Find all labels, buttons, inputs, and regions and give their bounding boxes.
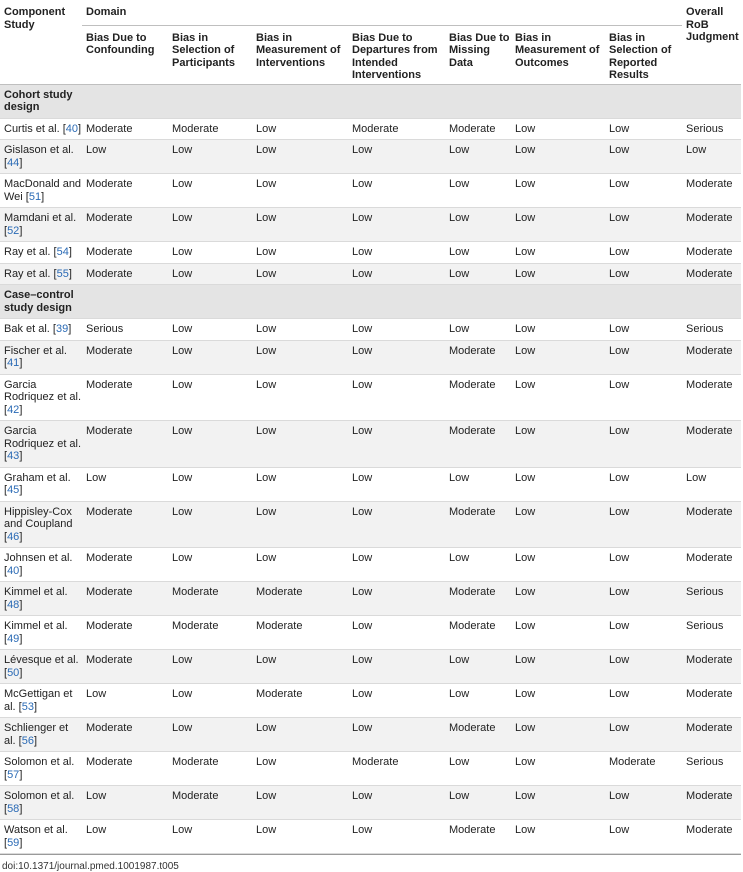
- domain-rating-cell: Low: [609, 178, 630, 190]
- domain-rating-cell: Low: [86, 824, 107, 836]
- domain-rating-cell: Low: [86, 790, 107, 802]
- section-title: Case–control study design: [4, 289, 74, 314]
- overall-rob-cell: Moderate: [686, 688, 733, 700]
- domain-rating-cell: Low: [256, 212, 277, 224]
- domain-rating-cell: Low: [449, 212, 470, 224]
- study-name: Garcia Rodriquez et al.: [4, 425, 82, 450]
- domain-rating-cell: Low: [172, 178, 193, 190]
- study-cell: Fischer et al. [41]: [4, 344, 67, 369]
- reference-link[interactable]: 43: [7, 450, 20, 462]
- domain-rating-cell: Moderate: [86, 756, 133, 768]
- domain-rating-cell: Moderate: [449, 722, 496, 734]
- domain-rating-cell: Low: [86, 144, 107, 156]
- study-cell: Graham et al. [45]: [4, 471, 71, 496]
- overall-rob-cell: Moderate: [686, 344, 733, 357]
- study-cell: Mamdani et al. [52]: [4, 212, 77, 237]
- domain-rating-cell: Low: [256, 471, 277, 484]
- reference-link[interactable]: 45: [7, 484, 20, 496]
- table-body: [0, 84, 741, 854]
- domain-rating-cell: Moderate: [86, 178, 133, 190]
- reference-link[interactable]: 49: [7, 632, 20, 645]
- domain-rating-cell: Low: [172, 688, 193, 700]
- table-row: [0, 718, 741, 752]
- table-row: [0, 752, 741, 786]
- table-row: [0, 467, 741, 501]
- domain-rating-cell: Low: [352, 505, 373, 518]
- domain-rating-cell: Low: [609, 378, 630, 391]
- domain-rating-cell: Low: [609, 654, 630, 666]
- study-cell: Schlienger et al. [56]: [4, 722, 69, 747]
- domain-rating-cell: Moderate: [352, 122, 399, 135]
- study-name: Schlienger et al.: [4, 722, 69, 747]
- domain-rating-cell: Moderate: [449, 344, 496, 357]
- section-title: Cohort study design: [4, 88, 73, 113]
- domain-rating-cell: Low: [515, 378, 536, 391]
- domain-rating-cell: Low: [609, 824, 630, 836]
- domain-rating-cell: Moderate: [609, 756, 656, 768]
- domain-rating-cell: Low: [609, 212, 630, 224]
- overall-rob-cell: Moderate: [686, 425, 733, 437]
- table-row: [0, 421, 741, 468]
- domain-rating-cell: Low: [515, 122, 536, 135]
- domain-rating-cell: Low: [449, 688, 470, 700]
- header-domain-col: Bias in Measurement of Interventions: [256, 31, 341, 69]
- table-row: [0, 616, 741, 650]
- domain-rating-cell: Moderate: [172, 620, 219, 632]
- domain-rating-cell: Moderate: [256, 586, 303, 598]
- reference-link[interactable]: 51: [28, 190, 42, 203]
- overall-rob-cell: Moderate: [686, 267, 733, 280]
- domain-rating-cell: Low: [515, 246, 536, 258]
- section-filler-cell: [682, 285, 741, 319]
- domain-rating-cell: Low: [609, 552, 630, 564]
- domain-rating-cell: Moderate: [86, 122, 133, 135]
- domain-rating-cell: Low: [352, 790, 373, 802]
- domain-rating-cell: Low: [256, 790, 277, 802]
- domain-rating-cell: Low: [256, 505, 277, 518]
- domain-rating-cell: Low: [515, 824, 536, 836]
- study-name: Ray et al.: [4, 246, 51, 258]
- domain-rating-cell: Low: [515, 756, 536, 768]
- study-name: Lévesque et al.: [4, 654, 79, 666]
- domain-rating-cell: Low: [352, 425, 373, 437]
- header-domain-col: Bias in Selection of Participants: [172, 31, 235, 69]
- table-row: [0, 650, 741, 684]
- study-cell: Johnsen et al. [40]: [4, 552, 73, 577]
- domain-rating-cell: Low: [449, 323, 470, 335]
- domain-rating-cell: Low: [352, 688, 373, 700]
- domain-rating-cell: Low: [172, 552, 193, 564]
- domain-rating-cell: Moderate: [172, 756, 219, 768]
- domain-rating-cell: Low: [172, 425, 193, 437]
- domain-rating-cell: Low: [515, 505, 536, 518]
- domain-rating-cell: Low: [352, 586, 373, 598]
- domain-rating-cell: Low: [609, 344, 630, 357]
- section-filler-cell: [605, 84, 682, 118]
- header-domain-col: Bias Due to Departures from Intended Interventions: [352, 31, 438, 81]
- doi-caption: doi:10.1371/journal.pmed.1001987.t005: [2, 861, 179, 872]
- reference-link[interactable]: 48: [7, 598, 20, 611]
- study-cell: Bak et al. [39]: [4, 323, 72, 335]
- reference-link[interactable]: 53: [21, 700, 34, 713]
- domain-rating-cell: Low: [352, 824, 373, 836]
- domain-rating-cell: Low: [256, 344, 277, 357]
- overall-rob-cell: Serious: [686, 620, 724, 632]
- section-header-row: [0, 285, 741, 319]
- study-cell: Garcia Rodriquez et al. [43]: [4, 425, 82, 462]
- section-filler-cell: [168, 285, 252, 319]
- overall-rob-cell: Serious: [686, 756, 724, 768]
- domain-rating-cell: Low: [515, 722, 536, 734]
- study-cell: Kimmel et al. [49]: [4, 620, 68, 645]
- section-filler-cell: [511, 84, 605, 118]
- domain-rating-cell: Low: [609, 620, 630, 632]
- domain-rating-cell: Low: [609, 586, 630, 598]
- study-name: Watson et al.: [4, 824, 68, 836]
- domain-rating-cell: Moderate: [86, 378, 133, 391]
- study-name: Fischer et al.: [4, 344, 67, 357]
- header-domain-col: Bias Due to Confounding: [86, 31, 155, 56]
- section-header-row: [0, 84, 741, 118]
- section-filler-cell: [252, 84, 348, 118]
- section-filler-cell: [252, 285, 348, 319]
- domain-rating-cell: Low: [515, 344, 536, 357]
- domain-rating-cell: Moderate: [86, 505, 133, 518]
- domain-rating-cell: Low: [256, 178, 277, 190]
- table-header: [0, 0, 741, 84]
- domain-rating-cell: Low: [256, 323, 277, 335]
- domain-rating-cell: Low: [515, 471, 536, 484]
- domain-rating-cell: Low: [515, 654, 536, 666]
- domain-rating-cell: Low: [256, 654, 277, 666]
- domain-rating-cell: Low: [449, 178, 470, 190]
- table-row: [0, 242, 741, 264]
- domain-rating-cell: Low: [449, 756, 470, 768]
- table-row: [0, 582, 741, 616]
- domain-rating-cell: Low: [256, 756, 277, 768]
- domain-rating-cell: Moderate: [86, 344, 133, 357]
- reference-link[interactable]: 40: [7, 564, 20, 577]
- domain-rating-cell: Low: [449, 471, 470, 484]
- domain-rating-cell: Moderate: [449, 586, 496, 598]
- domain-rating-cell: Low: [609, 246, 630, 258]
- reference-link[interactable]: 42: [7, 403, 20, 416]
- table-row: [0, 374, 741, 421]
- domain-rating-cell: Low: [172, 212, 193, 224]
- overall-rob-cell: Moderate: [686, 378, 733, 391]
- table-row: [0, 174, 741, 208]
- reference-link[interactable]: 54: [56, 246, 69, 258]
- domain-rating-cell: Low: [86, 688, 107, 700]
- table-row: [0, 684, 741, 718]
- domain-rating-cell: Low: [609, 144, 630, 156]
- domain-rating-cell: Low: [515, 144, 536, 156]
- study-cell: Garcia Rodriquez et al. [42]: [4, 378, 82, 416]
- domain-rating-cell: Low: [172, 722, 193, 734]
- header-domain-col: Bias in Measurement of Outcomes: [515, 31, 600, 69]
- study-name: Ray et al.: [4, 267, 51, 280]
- overall-rob-cell: Moderate: [686, 790, 733, 802]
- domain-rating-cell: Low: [172, 824, 193, 836]
- domain-rating-cell: Low: [172, 246, 193, 258]
- domain-rating-cell: Low: [515, 178, 536, 190]
- overall-rob-cell: Low: [686, 144, 707, 156]
- domain-rating-cell: Low: [172, 267, 193, 280]
- table-row: [0, 263, 741, 285]
- study-name: Garcia Rodriquez et al.: [4, 378, 82, 403]
- domain-rating-cell: Low: [256, 378, 277, 391]
- overall-rob-cell: Low: [686, 471, 707, 484]
- domain-rating-cell: Low: [256, 425, 277, 437]
- domain-rating-cell: Moderate: [449, 505, 496, 518]
- domain-rating-cell: Low: [256, 722, 277, 734]
- study-cell: Curtis et al. [40]: [4, 122, 82, 135]
- overall-rob-cell: Moderate: [686, 246, 733, 258]
- reference-link[interactable]: 44: [7, 156, 20, 169]
- study-name: Hippisley-Cox and Coupland: [4, 505, 73, 530]
- domain-rating-cell: Moderate: [352, 756, 399, 768]
- domain-rating-cell: Low: [515, 620, 536, 632]
- domain-rating-cell: Low: [449, 654, 470, 666]
- study-cell: Solomon et al. [57]: [4, 756, 75, 781]
- section-filler-cell: [82, 84, 168, 118]
- study-cell: Solomon et al. [58]: [4, 790, 75, 815]
- study-cell: Kimmel et al. [48]: [4, 586, 68, 611]
- domain-rating-cell: Low: [609, 267, 630, 280]
- domain-rating-cell: Moderate: [86, 552, 133, 564]
- domain-rating-cell: Moderate: [86, 722, 133, 734]
- reference-link[interactable]: 52: [7, 224, 20, 237]
- domain-rating-cell: Low: [609, 505, 630, 518]
- domain-rating-cell: Low: [352, 471, 373, 484]
- reference-link[interactable]: 40: [65, 122, 79, 135]
- overall-rob-cell: Moderate: [686, 178, 733, 190]
- table-row: [0, 140, 741, 174]
- domain-rating-cell: Moderate: [256, 620, 303, 632]
- domain-rating-cell: Low: [449, 790, 470, 802]
- overall-rob-cell: Moderate: [686, 552, 733, 564]
- reference-link[interactable]: 39: [55, 323, 69, 335]
- domain-rating-cell: Low: [352, 378, 373, 391]
- domain-rating-cell: Low: [172, 471, 193, 484]
- domain-rating-cell: Moderate: [449, 425, 496, 437]
- study-cell: Ray et al. [54]: [4, 246, 72, 258]
- study-name: McGettigan et al.: [4, 688, 73, 713]
- study-name: Graham et al.: [4, 471, 71, 484]
- study-name: Kimmel et al.: [4, 620, 68, 632]
- overall-rob-cell: Serious: [686, 122, 724, 135]
- domain-rating-cell: Low: [352, 722, 373, 734]
- domain-rating-cell: Low: [609, 471, 630, 484]
- domain-rating-cell: Moderate: [86, 267, 133, 280]
- study-cell: MacDonald and Wei [51]: [4, 178, 82, 203]
- domain-rating-cell: Low: [172, 323, 193, 335]
- domain-rating-cell: Low: [172, 344, 193, 357]
- domain-rating-cell: Low: [352, 323, 373, 335]
- study-name: MacDonald and Wei: [4, 178, 82, 203]
- domain-rating-cell: Moderate: [86, 212, 133, 224]
- domain-rating-cell: Moderate: [449, 378, 496, 391]
- domain-rating-cell: Moderate: [172, 790, 219, 802]
- reference-link[interactable]: 46: [7, 530, 20, 543]
- study-cell: Watson et al. [59]: [4, 824, 68, 849]
- domain-rating-cell: Low: [352, 246, 373, 258]
- domain-rating-cell: Low: [515, 552, 536, 564]
- header-overall-rob: Overall RoB Judgment: [686, 6, 739, 43]
- domain-rating-cell: Low: [609, 722, 630, 734]
- overall-rob-cell: Moderate: [686, 654, 733, 666]
- domain-rating-cell: Low: [256, 552, 277, 564]
- domain-rating-cell: Low: [256, 824, 277, 836]
- domain-rating-cell: Low: [256, 144, 277, 156]
- header-domain: Domain: [82, 0, 682, 25]
- domain-rating-cell: Low: [609, 688, 630, 700]
- reference-link[interactable]: 59: [7, 836, 20, 849]
- overall-rob-cell: Serious: [686, 586, 724, 598]
- study-name: Gislason et al.: [4, 144, 74, 156]
- section-filler-cell: [348, 285, 445, 319]
- domain-rating-cell: Low: [449, 246, 470, 258]
- domain-rating-cell: Low: [352, 267, 373, 280]
- section-filler-cell: [82, 285, 168, 319]
- study-name: Curtis et al.: [4, 122, 60, 135]
- study-cell: Gislason et al. [44]: [4, 144, 74, 169]
- domain-rating-cell: Low: [352, 552, 373, 564]
- domain-rating-cell: Low: [515, 267, 536, 280]
- table-row: [0, 319, 741, 341]
- domain-rating-cell: Low: [449, 267, 470, 280]
- domain-rating-cell: Low: [352, 654, 373, 666]
- table-row: [0, 340, 741, 374]
- study-name: Solomon et al.: [4, 756, 75, 768]
- overall-rob-cell: Moderate: [686, 505, 733, 518]
- domain-rating-cell: Low: [352, 144, 373, 156]
- domain-rating-cell: Low: [352, 620, 373, 632]
- overall-rob-cell: Moderate: [686, 824, 733, 836]
- domain-rating-cell: Moderate: [256, 688, 303, 700]
- section-filler-cell: [348, 84, 445, 118]
- domain-rating-cell: Low: [352, 178, 373, 190]
- domain-rating-cell: Low: [515, 323, 536, 335]
- domain-rating-cell: Low: [515, 688, 536, 700]
- domain-rating-cell: Moderate: [172, 122, 219, 135]
- domain-rating-cell: Low: [172, 505, 193, 518]
- table-row: [0, 208, 741, 242]
- reference-link[interactable]: 50: [7, 666, 20, 679]
- reference-link[interactable]: 58: [7, 802, 20, 815]
- study-name: Solomon et al.: [4, 790, 75, 802]
- domain-rating-cell: Low: [515, 790, 536, 802]
- table-row: [0, 786, 741, 820]
- domain-rating-cell: Moderate: [449, 620, 496, 632]
- section-filler-cell: [445, 285, 511, 319]
- reference-link[interactable]: 57: [7, 768, 20, 781]
- table-row: [0, 118, 741, 140]
- domain-rating-cell: Low: [515, 425, 536, 437]
- overall-rob-cell: Moderate: [686, 212, 733, 224]
- overall-rob-cell: Moderate: [686, 722, 733, 734]
- domain-rating-cell: Low: [172, 654, 193, 666]
- table-row: [0, 501, 741, 548]
- reference-link[interactable]: 56: [21, 734, 34, 747]
- domain-rating-cell: Low: [609, 425, 630, 437]
- domain-rating-cell: Low: [515, 586, 536, 598]
- section-filler-cell: [511, 285, 605, 319]
- domain-rating-cell: Low: [609, 323, 630, 335]
- study-name: Johnsen et al.: [4, 552, 73, 564]
- domain-rating-cell: Low: [352, 212, 373, 224]
- header-component-study: Component Study: [4, 6, 66, 31]
- domain-rating-cell: Moderate: [86, 586, 133, 598]
- domain-rating-cell: Moderate: [172, 586, 219, 598]
- domain-rating-cell: Low: [86, 471, 107, 484]
- section-filler-cell: [682, 84, 741, 118]
- domain-rating-cell: Low: [449, 552, 470, 564]
- study-name: Bak et al.: [4, 323, 50, 335]
- domain-rating-cell: Moderate: [449, 122, 496, 135]
- domain-rating-cell: Low: [172, 144, 193, 156]
- study-cell: Hippisley-Cox and Coupland [46]: [4, 505, 73, 543]
- section-filler-cell: [605, 285, 682, 319]
- domain-rating-cell: Moderate: [449, 824, 496, 836]
- domain-rating-cell: Moderate: [86, 425, 133, 437]
- table-row: [0, 820, 741, 854]
- domain-rating-cell: Low: [609, 122, 630, 135]
- domain-rating-cell: Moderate: [86, 620, 133, 632]
- domain-rating-cell: Low: [609, 790, 630, 802]
- study-cell: Lévesque et al. [50]: [4, 654, 79, 679]
- domain-rating-cell: Low: [256, 267, 277, 280]
- study-cell: McGettigan et al. [53]: [4, 688, 73, 713]
- study-cell: Ray et al. [55]: [4, 267, 72, 280]
- section-filler-cell: [445, 84, 511, 118]
- domain-rating-cell: Low: [256, 246, 277, 258]
- domain-rating-cell: Low: [515, 212, 536, 224]
- domain-rating-cell: Low: [449, 144, 470, 156]
- domain-rating-cell: Low: [172, 378, 193, 391]
- reference-link[interactable]: 41: [7, 357, 20, 369]
- header-domain-col: Bias in Selection of Reported Results: [609, 31, 672, 81]
- domain-rating-cell: Low: [256, 122, 277, 135]
- header-domain-col: Bias Due to Missing Data: [449, 31, 510, 69]
- section-filler-cell: [168, 84, 252, 118]
- study-name: Kimmel et al.: [4, 586, 68, 598]
- domain-rating-cell: Low: [352, 344, 373, 357]
- domain-rating-cell: Moderate: [86, 654, 133, 666]
- overall-rob-cell: Serious: [686, 323, 724, 335]
- table-row: [0, 548, 741, 582]
- domain-rating-cell: Moderate: [86, 246, 133, 258]
- study-name: Mamdani et al.: [4, 212, 77, 224]
- domain-rating-cell: Serious: [86, 323, 124, 335]
- reference-link[interactable]: 55: [56, 267, 69, 280]
